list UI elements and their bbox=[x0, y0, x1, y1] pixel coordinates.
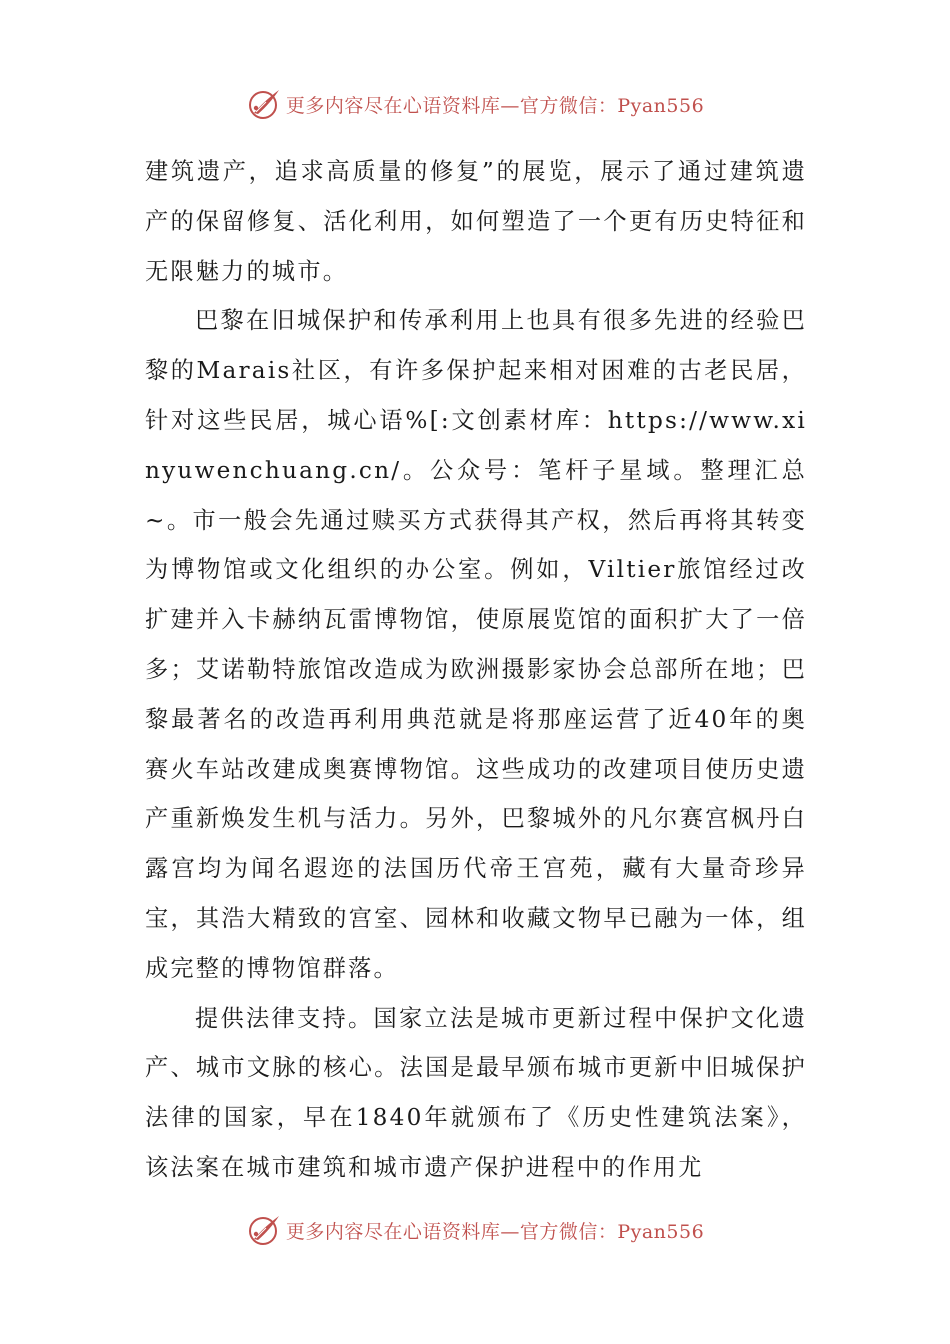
footer-banner-text: 更多内容尽在心语资料库—官方微信：Pyan556 bbox=[285, 1220, 705, 1243]
header-banner bbox=[0, 82, 950, 126]
paragraph-1: 建筑遗产，追求高质量的修复”的展览，展示了通过建筑遗产的保留修复、活化利用，如何塑造了一个更有历史特征和无限魅力的城市。 bbox=[145, 158, 807, 285]
document-body bbox=[145, 147, 807, 1193]
paragraph-2: 巴黎在旧城保护和传承利用上也具有很多先进的经验巴黎的Marais社区，有许多保护起来相对困难的古老民居，针对这些民居，城心语%[:文创素材库：https://www.xinyuwenchuang.cn/。公众号：笔杆子星域。整理汇总~。市一般会先通过赎买方式获得其产权，然后再将其转变为博物馆或文化组织的办公室。例如，Viltier旅馆经过改扩建并入卡赫纳瓦雷博物馆，使原展览馆的面积扩大了一倍多；艾诺勒特旅馆改造成为欧洲摄影家协会总部所在地；巴黎最著名的改造再利用典范就是将那座运营了近40年的奥赛火车站改建成奥赛博物馆。这些成功的改建项目使历史遗产重新焕发生机与活力。另外，巴黎城外的凡尔赛宫枫丹白露宫均为闻名遐迩的法国历代帝王宫苑，藏有大量奇珍异宝，其浩大精致的宫室、园林和收藏文物早已融为一体，组成完整的博物馆群落。 bbox=[145, 307, 807, 982]
paragraph-3: 提供法律支持。国家立法是城市更新过程中保护文化遗产、城市文脉的核心。法国是最早颁布城市更新中旧城保护法律的国家，早在1840年就颁布了《历史性建筑法案》，该法案在城市建筑和城市遗产保护进程中的作用尤 bbox=[145, 1004, 807, 1181]
quill-pen-logo-icon bbox=[246, 1212, 282, 1248]
quill-pen-logo-icon bbox=[246, 86, 282, 122]
footer-banner bbox=[0, 1208, 950, 1252]
header-banner-text: 更多内容尽在心语资料库—官方微信：Pyan556 bbox=[285, 94, 705, 117]
